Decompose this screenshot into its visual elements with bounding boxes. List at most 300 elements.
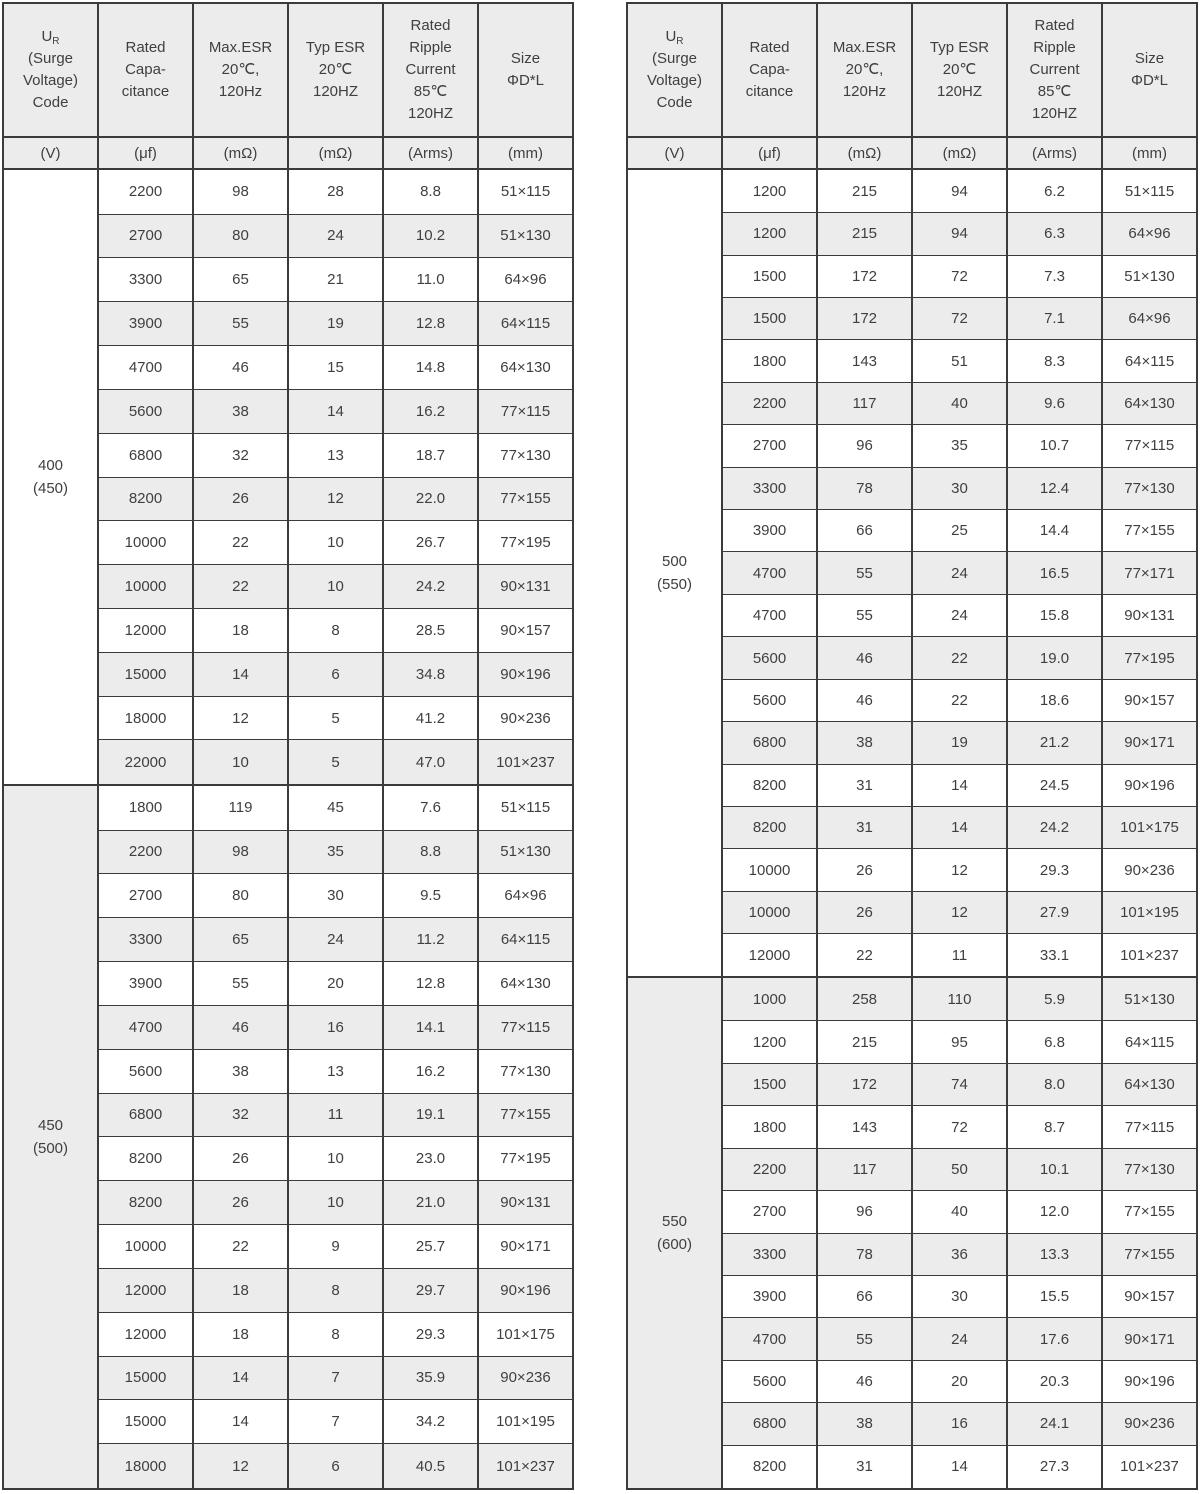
data-cell: 1800 [98, 785, 193, 830]
data-cell: 77×130 [1102, 1148, 1197, 1190]
data-cell: 22 [193, 521, 288, 565]
data-cell: 6 [288, 1444, 383, 1489]
header-line: Voltage) [22, 72, 79, 89]
data-cell: 12 [193, 696, 288, 740]
data-cell: 1500 [722, 255, 817, 297]
data-cell: 15000 [98, 652, 193, 696]
data-cell: 1200 [722, 213, 817, 255]
group-voltage-cell [627, 169, 722, 977]
data-cell: 10000 [722, 891, 817, 933]
header-cell-typ-esr [288, 3, 383, 137]
table-row [3, 785, 573, 830]
data-cell: 117 [817, 1148, 912, 1190]
data-cell: 64×115 [478, 302, 573, 346]
data-cell: 5600 [722, 637, 817, 679]
group-voltage-cell [627, 977, 722, 1489]
unit-cell-max-esr: (mΩ) [193, 137, 288, 169]
header-line: Current [405, 61, 456, 78]
data-cell: 46 [817, 1360, 912, 1402]
header-line: Size [510, 50, 541, 67]
ur-symbol: $U_R$ [41, 28, 60, 47]
ur-symbol: $U_R$ [665, 28, 684, 47]
surge-voltage-code: (450) [32, 480, 69, 498]
data-cell: 32 [193, 433, 288, 477]
data-cell: 2700 [98, 874, 193, 918]
data-cell: 8200 [98, 477, 193, 521]
data-cell: 14.8 [383, 346, 478, 390]
data-cell: 18000 [98, 696, 193, 740]
data-cell: 3900 [98, 962, 193, 1006]
data-cell: 8 [288, 1312, 383, 1356]
data-cell: 55 [817, 594, 912, 636]
header-row [3, 3, 573, 137]
data-cell: 64×130 [478, 346, 573, 390]
data-cell: 12000 [722, 934, 817, 978]
data-cell: 26 [193, 477, 288, 521]
data-cell: 24 [912, 552, 1007, 594]
data-cell: 14 [912, 807, 1007, 849]
data-cell: 77×115 [478, 1005, 573, 1049]
data-cell: 77×130 [478, 433, 573, 477]
header-cell-rated-capacitance [98, 3, 193, 137]
data-cell: 8200 [98, 1137, 193, 1181]
data-cell: 90×196 [478, 1268, 573, 1312]
data-cell: 10000 [98, 1225, 193, 1269]
data-cell: 55 [193, 302, 288, 346]
header-line: 120HZ [936, 83, 983, 100]
data-cell: 94 [912, 169, 1007, 213]
data-cell: 1800 [722, 1106, 817, 1148]
unit-cell-voltage-code: (V) [3, 137, 98, 169]
data-cell: 10 [288, 1181, 383, 1225]
data-cell: 77×115 [478, 389, 573, 433]
data-cell: 90×236 [478, 696, 573, 740]
header-cell-typ-esr [912, 3, 1007, 137]
header-line: Typ ESR [929, 39, 990, 56]
header-line: Code [32, 94, 69, 111]
data-cell: 2200 [722, 1148, 817, 1190]
data-cell: 77×195 [1102, 637, 1197, 679]
data-cell: 55 [193, 962, 288, 1006]
data-cell: 24 [288, 918, 383, 962]
data-cell: 30 [288, 874, 383, 918]
data-cell: 40 [912, 1191, 1007, 1233]
data-cell: 1200 [722, 169, 817, 213]
header-line: 120HZ [407, 105, 454, 122]
data-cell: 51×115 [1102, 169, 1197, 213]
data-cell: 12.4 [1007, 467, 1102, 509]
data-cell: 30 [912, 1275, 1007, 1317]
data-cell: 90×236 [478, 1356, 573, 1400]
data-cell: 5600 [98, 1049, 193, 1093]
data-cell: 65 [193, 918, 288, 962]
data-cell: 7.3 [1007, 255, 1102, 297]
data-cell: 72 [912, 255, 1007, 297]
data-cell: 10 [288, 1137, 383, 1181]
data-cell: 101×237 [478, 1444, 573, 1489]
data-cell: 27.9 [1007, 891, 1102, 933]
data-cell: 12 [912, 849, 1007, 891]
data-cell: 16 [912, 1403, 1007, 1445]
data-cell: 4700 [98, 1005, 193, 1049]
header-line: 20℃, [845, 61, 884, 78]
data-cell: 5600 [722, 679, 817, 721]
header-cell-size [478, 3, 573, 137]
data-cell: 55 [817, 552, 912, 594]
voltage-code: 550 [661, 1213, 688, 1231]
data-cell: 72 [912, 1106, 1007, 1148]
data-cell: 2700 [722, 425, 817, 467]
data-cell: 7.6 [383, 785, 478, 830]
header-line: Max.ESR [832, 39, 897, 56]
data-cell: 33.1 [1007, 934, 1102, 978]
data-cell: 77×115 [1102, 1106, 1197, 1148]
data-cell: 4700 [722, 594, 817, 636]
data-cell: 10000 [722, 849, 817, 891]
header-line: Size [1134, 50, 1165, 67]
data-cell: 95 [912, 1021, 1007, 1063]
data-cell: 16 [288, 1005, 383, 1049]
data-cell: 77×171 [1102, 552, 1197, 594]
data-cell: 24.2 [383, 565, 478, 609]
data-cell: 77×155 [1102, 1191, 1197, 1233]
data-cell: 101×175 [1102, 807, 1197, 849]
data-cell: 3900 [722, 510, 817, 552]
data-cell: 98 [193, 830, 288, 874]
data-cell: 3900 [722, 1275, 817, 1317]
data-cell: 90×236 [1102, 1403, 1197, 1445]
data-cell: 31 [817, 807, 912, 849]
data-cell: 20 [912, 1360, 1007, 1402]
unit-cell-size: (mm) [478, 137, 573, 169]
data-cell: 12 [288, 477, 383, 521]
data-cell: 8.0 [1007, 1063, 1102, 1105]
data-cell: 8 [288, 609, 383, 653]
data-cell: 12.8 [383, 302, 478, 346]
data-cell: 21 [288, 258, 383, 302]
header-line: Ripple [1033, 39, 1076, 56]
data-cell: 22 [193, 565, 288, 609]
data-cell: 24.5 [1007, 764, 1102, 806]
data-cell: 77×155 [1102, 510, 1197, 552]
group-voltage-cell [3, 785, 98, 1489]
data-cell: 51×130 [1102, 255, 1197, 297]
header-line: 120Hz [842, 83, 887, 100]
data-cell: 24 [288, 214, 383, 258]
data-cell: 12000 [98, 1312, 193, 1356]
data-cell: 90×196 [1102, 1360, 1197, 1402]
unit-cell-size: (mm) [1102, 137, 1197, 169]
data-cell: 6.8 [1007, 1021, 1102, 1063]
header-line: Max.ESR [208, 39, 273, 56]
data-cell: 66 [817, 510, 912, 552]
data-cell: 51×130 [1102, 977, 1197, 1021]
data-cell: 45 [288, 785, 383, 830]
table-row [627, 169, 1197, 213]
data-cell: 29.7 [383, 1268, 478, 1312]
data-cell: 15000 [98, 1400, 193, 1444]
data-cell: 16.2 [383, 389, 478, 433]
data-cell: 21.2 [1007, 722, 1102, 764]
header-line: 85℃ [413, 83, 448, 100]
data-cell: 38 [193, 1049, 288, 1093]
data-cell: 7.1 [1007, 297, 1102, 339]
data-cell: 8200 [722, 1445, 817, 1489]
data-cell: 23.0 [383, 1137, 478, 1181]
header-cell-rated-capacitance [722, 3, 817, 137]
unit-cell-typ-esr: (mΩ) [912, 137, 1007, 169]
data-cell: 46 [817, 679, 912, 721]
header-line: 20℃ [942, 61, 977, 78]
data-cell: 4700 [722, 552, 817, 594]
data-cell: 18 [193, 1268, 288, 1312]
data-cell: 46 [817, 637, 912, 679]
data-cell: 22 [912, 679, 1007, 721]
header-line: Rated [749, 39, 790, 56]
data-cell: 24 [912, 1318, 1007, 1360]
data-cell: 8 [288, 1268, 383, 1312]
data-cell: 5600 [722, 1360, 817, 1402]
header-line: citance [745, 83, 794, 100]
data-cell: 32 [193, 1093, 288, 1137]
data-cell: 215 [817, 1021, 912, 1063]
data-cell: 47.0 [383, 740, 478, 785]
data-cell: 6800 [722, 1403, 817, 1445]
data-cell: 46 [193, 1005, 288, 1049]
data-cell: 14 [912, 1445, 1007, 1489]
voltage-code: 400 [37, 457, 64, 475]
data-cell: 94 [912, 213, 1007, 255]
data-cell: 15000 [98, 1356, 193, 1400]
header-line: (Surge [27, 50, 74, 67]
data-cell: 3300 [98, 918, 193, 962]
data-cell: 65 [193, 258, 288, 302]
data-cell: 17.6 [1007, 1318, 1102, 1360]
data-cell: 80 [193, 874, 288, 918]
data-cell: 143 [817, 1106, 912, 1148]
unit-cell-max-esr: (mΩ) [817, 137, 912, 169]
data-cell: 11.0 [383, 258, 478, 302]
data-cell: 8.3 [1007, 340, 1102, 382]
unit-cell-rated-capacitance: (μf) [722, 137, 817, 169]
data-cell: 19 [288, 302, 383, 346]
data-cell: 10 [288, 565, 383, 609]
data-cell: 2200 [722, 382, 817, 424]
data-cell: 22 [817, 934, 912, 978]
data-cell: 6800 [98, 1093, 193, 1137]
data-cell: 1500 [722, 1063, 817, 1105]
data-cell: 101×195 [478, 1400, 573, 1444]
data-cell: 1000 [722, 977, 817, 1021]
data-cell: 22000 [98, 740, 193, 785]
header-line: ΦD*L [507, 72, 544, 89]
data-cell: 64×115 [1102, 340, 1197, 382]
header-line: 85℃ [1037, 83, 1072, 100]
surge-voltage-code: (600) [656, 1236, 693, 1254]
data-cell: 2200 [98, 830, 193, 874]
data-cell: 101×175 [478, 1312, 573, 1356]
surge-voltage-code: (550) [656, 576, 693, 594]
data-cell: 10000 [98, 565, 193, 609]
data-cell: 90×196 [478, 652, 573, 696]
group-voltage-cell [3, 169, 98, 785]
data-cell: 5600 [98, 389, 193, 433]
header-line: Voltage) [646, 72, 703, 89]
header-line [628, 26, 721, 48]
data-cell: 110 [912, 977, 1007, 1021]
data-cell: 14 [288, 389, 383, 433]
data-cell: 3300 [98, 258, 193, 302]
data-cell: 77×155 [478, 1093, 573, 1137]
data-cell: 8.7 [1007, 1106, 1102, 1148]
units-row [627, 137, 1197, 169]
data-cell: 98 [193, 169, 288, 214]
data-cell: 15 [288, 346, 383, 390]
data-cell: 4700 [722, 1318, 817, 1360]
data-cell: 258 [817, 977, 912, 1021]
data-cell: 13.3 [1007, 1233, 1102, 1275]
data-cell: 16.2 [383, 1049, 478, 1093]
data-cell: 36 [912, 1233, 1007, 1275]
data-cell: 26 [193, 1137, 288, 1181]
surge-voltage-code: (500) [32, 1140, 69, 1158]
data-cell: 55 [817, 1318, 912, 1360]
data-cell: 64×130 [1102, 1063, 1197, 1105]
data-cell: 10 [288, 521, 383, 565]
data-cell: 10.2 [383, 214, 478, 258]
data-cell: 24 [912, 594, 1007, 636]
data-cell: 90×171 [1102, 722, 1197, 764]
header-line: Capa- [125, 61, 166, 78]
data-cell: 1500 [722, 297, 817, 339]
header-cell-max-esr [817, 3, 912, 137]
data-cell: 2200 [98, 169, 193, 214]
data-cell: 8.8 [383, 169, 478, 214]
header-line: Current [1029, 61, 1080, 78]
voltage-code: 450 [37, 1117, 64, 1135]
data-cell: 77×195 [478, 521, 573, 565]
data-cell: 13 [288, 433, 383, 477]
header-cell-voltage-code [3, 3, 98, 137]
data-cell: 64×130 [1102, 382, 1197, 424]
data-cell: 90×171 [478, 1225, 573, 1269]
header-line: Rated [410, 17, 451, 34]
data-cell: 3300 [722, 467, 817, 509]
header-line: 20℃, [221, 61, 260, 78]
data-cell: 77×155 [478, 477, 573, 521]
data-cell: 51×115 [478, 785, 573, 830]
data-cell: 96 [817, 1191, 912, 1233]
data-cell: 4700 [98, 346, 193, 390]
data-cell: 2700 [98, 214, 193, 258]
data-cell: 40 [912, 382, 1007, 424]
data-cell: 18.6 [1007, 679, 1102, 721]
data-cell: 3300 [722, 1233, 817, 1275]
data-cell: 14 [912, 764, 1007, 806]
data-cell: 18 [193, 1312, 288, 1356]
data-cell: 18.7 [383, 433, 478, 477]
data-cell: 51×130 [478, 214, 573, 258]
data-cell: 172 [817, 1063, 912, 1105]
data-cell: 24.1 [1007, 1403, 1102, 1445]
unit-cell-rated-ripple-current: (Arms) [383, 137, 478, 169]
data-cell: 101×237 [1102, 1445, 1197, 1489]
data-cell: 13 [288, 1049, 383, 1093]
header-cell-voltage-code [627, 3, 722, 137]
data-cell: 19 [912, 722, 1007, 764]
data-cell: 28.5 [383, 609, 478, 653]
header-line: 20℃ [318, 61, 353, 78]
data-cell: 14.4 [1007, 510, 1102, 552]
data-cell: 64×96 [1102, 213, 1197, 255]
data-cell: 29.3 [383, 1312, 478, 1356]
header-line: Code [656, 94, 693, 111]
data-cell: 26 [193, 1181, 288, 1225]
header-cell-rated-ripple-current [1007, 3, 1102, 137]
data-cell: 80 [193, 214, 288, 258]
data-cell: 34.8 [383, 652, 478, 696]
data-cell: 9.6 [1007, 382, 1102, 424]
data-cell: 90×157 [1102, 679, 1197, 721]
data-cell: 78 [817, 467, 912, 509]
data-cell: 119 [193, 785, 288, 830]
data-cell: 27.3 [1007, 1445, 1102, 1489]
data-cell: 215 [817, 169, 912, 213]
data-cell: 11 [288, 1093, 383, 1137]
header-line: ΦD*L [1131, 72, 1168, 89]
data-cell: 38 [817, 722, 912, 764]
data-cell: 8200 [98, 1181, 193, 1225]
data-cell: 5 [288, 740, 383, 785]
data-cell: 90×171 [1102, 1318, 1197, 1360]
header-cell-max-esr [193, 3, 288, 137]
data-cell: 38 [193, 389, 288, 433]
data-cell: 34.2 [383, 1400, 478, 1444]
data-cell: 11 [912, 934, 1007, 978]
data-cell: 2700 [722, 1191, 817, 1233]
data-cell: 38 [817, 1403, 912, 1445]
data-cell: 77×155 [1102, 1233, 1197, 1275]
data-cell: 12.8 [383, 962, 478, 1006]
header-cell-size [1102, 3, 1197, 137]
data-cell: 10.1 [1007, 1148, 1102, 1190]
data-cell: 15.8 [1007, 594, 1102, 636]
table-row [627, 977, 1197, 1021]
unit-cell-rated-ripple-current: (Arms) [1007, 137, 1102, 169]
data-cell: 14.1 [383, 1005, 478, 1049]
data-cell: 9.5 [383, 874, 478, 918]
data-cell: 64×115 [1102, 1021, 1197, 1063]
data-cell: 6.3 [1007, 213, 1102, 255]
data-cell: 143 [817, 340, 912, 382]
data-cell: 19.1 [383, 1093, 478, 1137]
data-cell: 31 [817, 1445, 912, 1489]
data-cell: 22.0 [383, 477, 478, 521]
data-cell: 30 [912, 467, 1007, 509]
data-cell: 215 [817, 213, 912, 255]
data-cell: 77×195 [478, 1137, 573, 1181]
data-cell: 31 [817, 764, 912, 806]
header-line: 120HZ [1031, 105, 1078, 122]
data-cell: 7 [288, 1356, 383, 1400]
data-cell: 64×96 [478, 874, 573, 918]
header-line: Typ ESR [305, 39, 366, 56]
table-row [3, 169, 573, 214]
data-cell: 29.3 [1007, 849, 1102, 891]
data-cell: 16.5 [1007, 552, 1102, 594]
unit-cell-voltage-code: (V) [627, 137, 722, 169]
data-cell: 28 [288, 169, 383, 214]
